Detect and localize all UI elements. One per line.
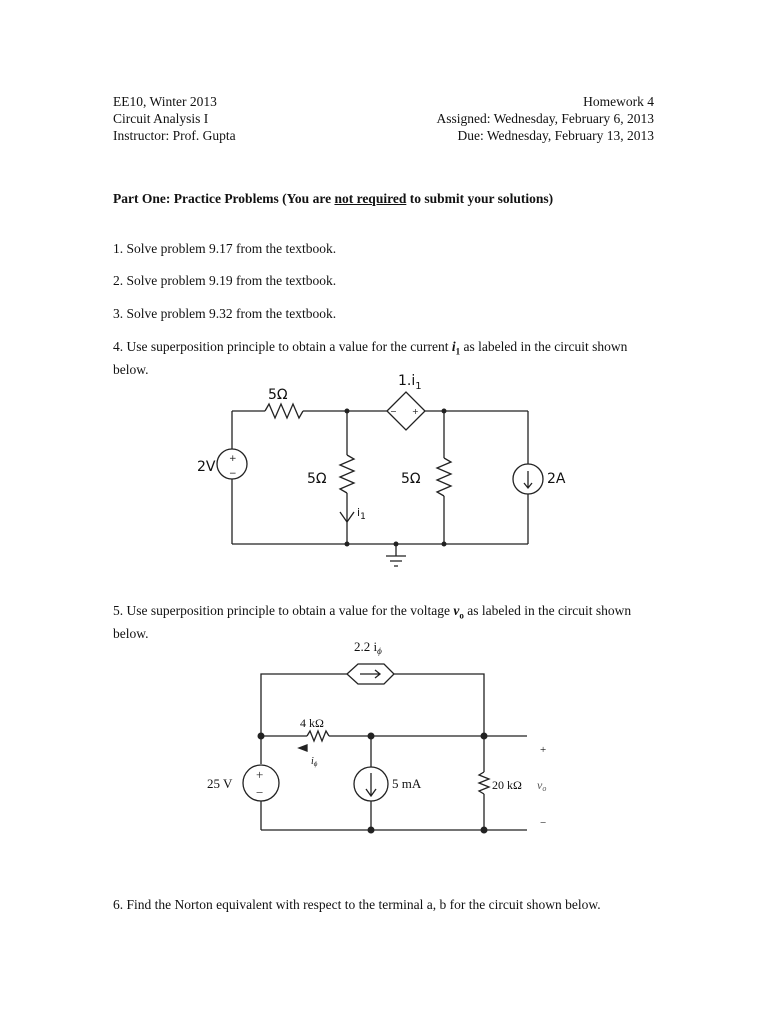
- label-i-source: 5 mA: [392, 776, 422, 791]
- terminal-plus: +: [540, 744, 547, 756]
- label-dependent-source: $1.i_1$: [398, 373, 422, 392]
- polarity-minus: −: [256, 785, 264, 800]
- junction-dot: [368, 733, 375, 740]
- current-arrow: [299, 745, 307, 751]
- instructor: Instructor: Prof. Gupta: [113, 128, 236, 143]
- label-current: $i_\phi$: [311, 756, 318, 768]
- polarity-minus: −: [229, 469, 237, 479]
- junction-dot: [258, 733, 265, 740]
- due-date: Due: Wednesday, February 13, 2013: [457, 128, 654, 143]
- question-2: 2. Solve problem 9.19 from the textbook.: [113, 273, 337, 288]
- junction-dot: [394, 542, 399, 547]
- polarity-plus: +: [229, 454, 237, 464]
- junction-dot: [481, 827, 488, 834]
- label-resistor-4k: 4 kΩ: [300, 716, 324, 730]
- label-dependent-source: 2.2 $i_\phi$: [354, 639, 382, 656]
- wire: [394, 674, 484, 736]
- current-source-arrow: [524, 471, 532, 488]
- question-6: 6. Find the Norton equivalent with respect to the terminal a, b for the circuit shown below.: [113, 897, 601, 912]
- question-5: 5. Use superposition principle to obtain a value for the voltage $v_o$ as labeled in the circuit shown below.: [113, 603, 632, 641]
- resistor-top: [265, 404, 303, 418]
- circuit-2: [243, 664, 527, 830]
- question-4: 4. Use superposition principle to obtain a value for the current $i_1$ as labeled in the circuit shown below.: [113, 339, 628, 377]
- terminal-minus: −: [540, 817, 547, 829]
- junction-dot: [345, 542, 350, 547]
- circuit-1: [217, 392, 543, 566]
- assigned-date: Assigned: Wednesday, February 6, 2013: [436, 111, 654, 126]
- label-output-voltage: vo: [537, 778, 547, 793]
- course-name: Circuit Analysis I: [113, 111, 209, 126]
- junction-dot: [368, 827, 375, 834]
- junction-dot: [345, 409, 350, 414]
- polarity-plus: +: [256, 767, 264, 782]
- label-resistor-20k: 20 kΩ: [492, 778, 522, 792]
- label-r-mid-1: 5Ω: [307, 471, 327, 487]
- course-title: EE10, Winter 2013: [113, 94, 217, 109]
- homework-number: Homework 4: [583, 94, 654, 109]
- label-v-source: 25 V: [207, 776, 233, 791]
- resistor-mid-1: [340, 455, 354, 493]
- resistor-mid-2: [437, 458, 451, 496]
- question-3: 3. Solve problem 9.32 from the textbook.: [113, 306, 337, 321]
- label-current: $i_1$: [357, 506, 366, 522]
- junction-dot: [442, 542, 447, 547]
- part-one-heading: Part One: Practice Problems (You are not required to submit your solutions): [113, 191, 554, 206]
- junction-dot: [442, 409, 447, 414]
- junction-dot: [481, 733, 488, 740]
- label-v-source: 2V: [197, 459, 216, 475]
- polarity-minus: −: [390, 407, 397, 416]
- label-r-top: 5Ω: [268, 387, 288, 403]
- label-i-source: 2A: [547, 471, 566, 487]
- polarity-plus: +: [412, 407, 419, 416]
- resistor-20k: [479, 772, 489, 794]
- ground-symbol: [386, 544, 406, 566]
- resistor-4k: [307, 731, 329, 741]
- label-r-mid-2: 5Ω: [401, 471, 421, 487]
- current-source-arrow: [366, 773, 376, 796]
- dependent-source-arrow: [360, 670, 380, 678]
- question-1: 1. Solve problem 9.17 from the textbook.: [113, 241, 337, 256]
